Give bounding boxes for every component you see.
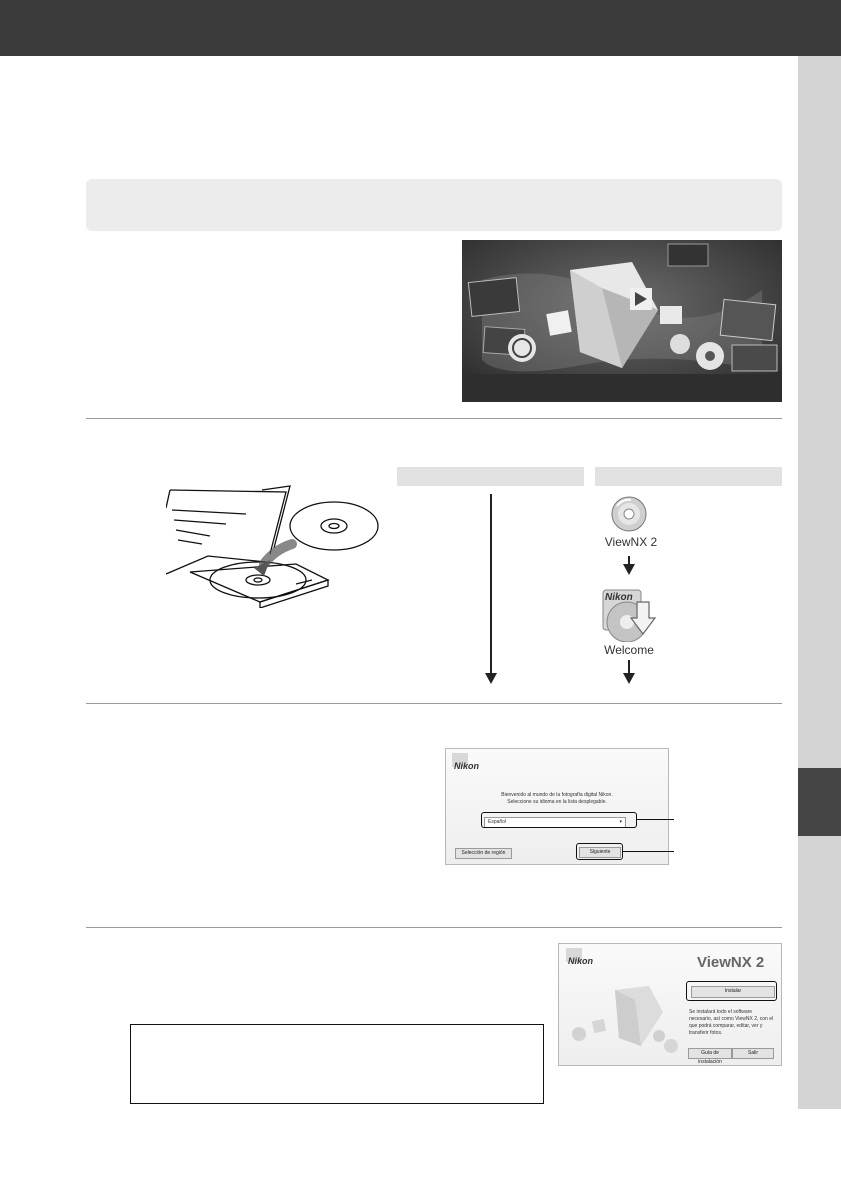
next-button[interactable]: Siguiente (579, 847, 621, 858)
section-divider (86, 703, 782, 704)
chapter-tab-active (798, 768, 841, 836)
note-box (130, 1024, 544, 1104)
next-button-callout (576, 843, 623, 860)
flow-arrowhead-left (485, 673, 497, 684)
flow-arrowhead-right-2 (623, 673, 635, 684)
chapter-tab-strip (798, 56, 841, 1109)
install-dialog (558, 943, 782, 1066)
column-header-left (397, 467, 584, 486)
language-select-dialog (445, 748, 669, 865)
install-nikon-logo: Nikon (568, 956, 594, 966)
install-product-title: ViewNX 2 (697, 954, 765, 971)
software-collage-image (462, 240, 782, 402)
dialog-message-line2: Seleccione su idioma en la lista desplegable. (507, 799, 607, 805)
viewnx-cd-icon (611, 496, 647, 532)
region-selection-button[interactable]: Selección de región (455, 848, 512, 859)
column-header-right (595, 467, 782, 486)
software-illustration (462, 240, 782, 402)
installation-guide-button[interactable]: Guía de instalación (688, 1048, 732, 1059)
callout-leader-line-1 (636, 819, 674, 820)
section-divider (86, 927, 782, 928)
welcome-nikon-logo: Nikon (605, 592, 633, 603)
flow-arrow-line-left (490, 494, 492, 674)
flow-arrowhead-right-1 (623, 564, 635, 575)
install-button[interactable]: Instalar (691, 986, 775, 998)
language-dropdown-value: Español (488, 819, 507, 825)
disc-icon (611, 496, 647, 532)
install-description: Se instalará todo el software necesario, así como ViewNX 2, con el que podrá comparar, editar, ver y transferir fotos. (689, 1009, 774, 1036)
cd-icon-label: ViewNX 2 (604, 535, 658, 549)
insert-disc-image (166, 484, 390, 608)
exit-button[interactable]: Salir (732, 1048, 774, 1059)
callout-leader-line-2 (622, 851, 674, 852)
install-button-callout (686, 981, 777, 1001)
welcome-icon-label: Welcome (604, 643, 654, 657)
install-collage-image (565, 974, 685, 1064)
dialog-message-line1: Bienvenido al mundo de la fotografía digital Nikon. (501, 792, 613, 798)
section-banner (86, 179, 782, 231)
dialog-nikon-logo: Nikon (454, 761, 480, 771)
language-dropdown-callout (481, 812, 637, 828)
laptop-cd-illustration (166, 484, 390, 608)
header-bar (0, 0, 841, 56)
section-divider (86, 418, 782, 419)
flow-arrow-line-right-2 (628, 660, 630, 674)
chevron-down-icon: ▾ (619, 819, 622, 825)
